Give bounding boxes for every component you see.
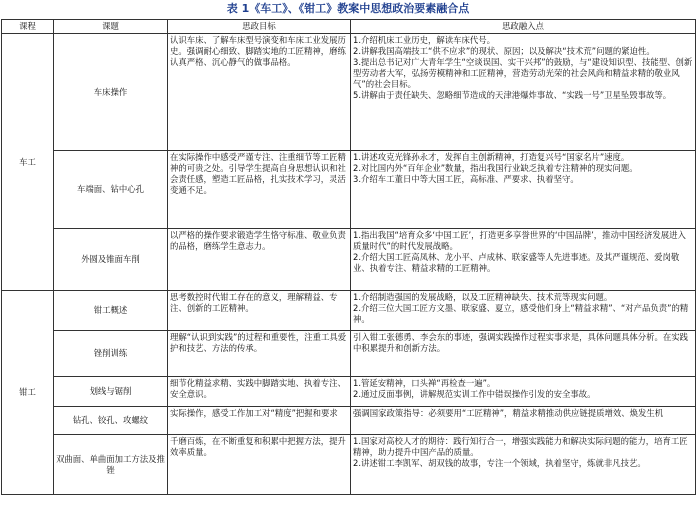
- point-line: 2.介绍三位大国工匠方文墨、联家盛、夏立，感受他们身上“精益求精”、“对产品负责”的精神。: [353, 302, 689, 324]
- point-line: 引入钳工张德勇、李会东的事迹，强调实践操作过程实事求是，具体问题具体分析。在实践中积累提升和创新方法。: [353, 332, 688, 353]
- topic-cell: 锉削训练: [54, 331, 168, 377]
- point-line: 3.提出总书记对广大青年学生“空谈误国、实干兴邦”的鼓励，与“建设知识型、技能型、创新型劳动者大军，弘扬劳模精神和工匠精神，营造劳动光荣的社会风尚和精益求精的敬业风气”的社会目标。: [353, 56, 693, 89]
- points-cell: [351, 291, 696, 331]
- goal-cell: 在实际操作中感受严谨专注、注重细节等工匠精神的可贵之处。引导学生提高自身思想认识和社会责任感，塑造工匠品格，扎实技术学习，灵活变通不足。: [168, 151, 351, 229]
- point-line: 5.讲解由于责任缺失、忽略细节造成的天津港爆炸事故、“实践一号”卫星坠毁事故等。: [353, 89, 672, 100]
- point-line: 2.讲述钳工李凯军、胡双钱的故事，专注一个领域，执着坚守，炼就非凡技艺。: [353, 457, 646, 468]
- point-line: 1.指出我国“培育众多‘中国工匠’，打造更多享誉世界的‘中国品牌’，推动中国经济发展进入质量时代”的时代发展战略。: [353, 230, 686, 251]
- header-points: 思政融入点: [351, 20, 696, 34]
- topic-cell: 划线与锯削: [54, 377, 168, 407]
- points-cell: [351, 229, 696, 291]
- points-cell: [351, 407, 696, 435]
- points-cell: [351, 34, 696, 151]
- point-line: 1.介绍机床工业历史，解读车床代号。: [353, 35, 495, 45]
- table-row: [2, 229, 696, 291]
- goal-cell: 理解“认识到实践”的过程和重要性，注重工具爱护和技艺、方法的传承。: [168, 331, 351, 377]
- table-title: 表 1《车工》、《钳工》教案中思想政治要素融合点: [226, 2, 470, 15]
- point-line: 2.对比国内外“百年企业”数量，指出我国行业缺乏执着专注精神的现实问题。: [353, 162, 638, 173]
- point-line: 1.国家对高校人才的期待：践行知行合一，增强实践能力和解决实际问题的能力，培育工匠精神，助力提升中国产品的质量。: [353, 436, 688, 457]
- point-line: 强调国家政策指导：必须要用“工匠精神”，精益求精推动供应链提质增效、焕发生机: [353, 408, 664, 418]
- table-row: [2, 435, 696, 495]
- header-course: 课程: [2, 20, 54, 34]
- topic-cell: 双曲面、单曲面加工方法及推锉: [54, 435, 168, 495]
- header-topic: 课题: [54, 20, 168, 34]
- header-goal: 思政目标: [168, 20, 351, 34]
- topic-cell: 钻孔、铰孔、攻螺纹: [54, 407, 168, 435]
- topic-cell: 车床操作: [54, 34, 168, 151]
- goal-cell: 实际操作，感受工作加工对“精度”把握和要求: [168, 407, 351, 435]
- point-line: 1.介绍制造强国的发展战略，以及工匠精神缺失、技术荒等现实问题。: [353, 292, 613, 302]
- point-line: 2.讲解我国高端技工“供不应求”的现状、原因；以及解决“技术荒”问题的紧迫性。: [353, 45, 655, 56]
- table-row: [2, 377, 696, 407]
- points-cell: [351, 435, 696, 495]
- topic-cell: 外圆及锥面车削: [54, 229, 168, 291]
- goal-cell: 细节化精益求精、实践中脚踏实地、执着专注、安全意识。: [168, 377, 351, 407]
- point-line: 2.介绍大国工匠高凤林、龙小平、卢成林、联家盛等人先进事迹。及其严谨规范、爱岗敬业、执着专注、精益求精的工匠精神。: [353, 251, 680, 273]
- table-row: [2, 407, 696, 435]
- point-line: 1.讲述攻克光锋孙永才，发挥自主创新精神，打造复兴号“国家名片”速度。: [353, 152, 630, 162]
- table-row: [2, 291, 696, 331]
- course-cell: 车工: [2, 34, 54, 291]
- table-row: [2, 34, 696, 151]
- point-line: 2.通过反面事例，讲解规范实训工作中错误操作引发的安全事故。: [353, 388, 596, 399]
- points-cell: [351, 377, 696, 407]
- header-row: [2, 20, 696, 34]
- table-row: [2, 331, 696, 377]
- points-cell: [351, 151, 696, 229]
- goal-cell: 千磨百炼，在不断重复和积累中把握方法，提升效率质量。: [168, 435, 351, 495]
- goal-cell: 思考数控时代钳工存在的意义，理解精益、专注、创新的工匠精神。: [168, 291, 351, 331]
- topic-cell: 车端面、钻中心孔: [54, 151, 168, 229]
- course-cell: 钳工: [2, 291, 54, 495]
- point-line: 1.管延安精神，口头禅“再检查一遍”。: [353, 378, 496, 388]
- topic-cell: 钳工概述: [54, 291, 168, 331]
- point-line: 3.介绍车工董日中等大国工匠，高标准、严要求、执着坚守。: [353, 173, 579, 184]
- points-cell: [351, 331, 696, 377]
- goal-cell: 认识车床、了解车床型号演变和车床工业发展历史。强调耐心细致、脚踏实地的工匠精神，磨练认真严格、沉心静气的做事品格。: [168, 34, 351, 151]
- integration-table: [1, 19, 696, 495]
- goal-cell: 以严格的操作要求锻造学生恪守标准、敬业负责的品格，磨练学生意志力。: [168, 229, 351, 291]
- table-row: [2, 151, 696, 229]
